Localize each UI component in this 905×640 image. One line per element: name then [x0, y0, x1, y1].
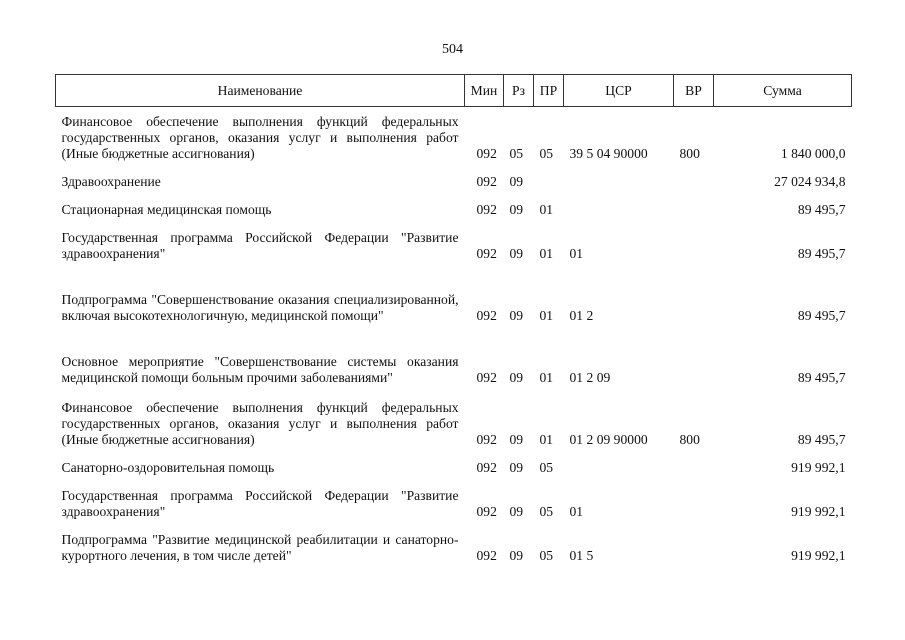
row-sum: 89 495,7: [797, 370, 846, 385]
row-rz: 09: [509, 174, 524, 189]
header-sum: Сумма: [714, 75, 852, 107]
row-pr: 01: [539, 432, 554, 447]
table-row: [56, 266, 852, 328]
row-sum: 27 024 934,8: [774, 174, 846, 189]
row-rz: 09: [509, 460, 524, 475]
table-row: [56, 524, 852, 568]
table-row: [56, 166, 852, 194]
row-min: 092: [476, 308, 497, 323]
row-min: 092: [476, 246, 497, 261]
row-pr: 05: [539, 460, 554, 475]
row-min: 092: [476, 146, 497, 161]
row-csr: [564, 452, 674, 480]
row-min: 092: [476, 432, 497, 447]
row-rz: 09: [509, 370, 524, 385]
row-min: 092: [476, 460, 497, 475]
row-sum: 89 495,7: [797, 202, 846, 217]
row-vr: [674, 452, 714, 480]
row-min: 092: [476, 548, 497, 563]
header-rz: Рз: [504, 75, 534, 107]
row-pr: 05: [539, 548, 554, 563]
table-row: [56, 390, 852, 452]
row-name: Финансовое обеспечение выполнения функций федеральных государственных органов, оказания услуг и выполнения работ (Иные бюджетные ассигнования): [61, 114, 459, 161]
row-rz: 09: [509, 246, 524, 261]
row-pr: 01: [539, 370, 554, 385]
row-min: 092: [476, 504, 497, 519]
row-name: Подпрограмма "Развитие медицинской реабилитации и санаторно-курортного лечения, в том числе детей": [61, 532, 459, 563]
row-name: Здравоохранение: [61, 174, 161, 189]
table-row: [56, 194, 852, 222]
table-row: [56, 452, 852, 480]
row-min: 092: [476, 174, 497, 189]
row-vr: 800: [679, 146, 700, 161]
row-sum: 89 495,7: [797, 432, 846, 447]
row-rz: 09: [509, 504, 524, 519]
row-rz: 09: [509, 548, 524, 563]
table-row: [56, 222, 852, 266]
row-vr: [674, 166, 714, 194]
row-vr: [674, 266, 714, 328]
row-vr: [674, 194, 714, 222]
row-rz: 05: [509, 146, 524, 161]
budget-table: [55, 74, 852, 568]
row-vr: [674, 524, 714, 568]
header-name: Наименование: [56, 75, 465, 107]
row-vr: [674, 480, 714, 524]
row-pr: 01: [539, 308, 554, 323]
row-pr: [534, 166, 564, 194]
header-min: Мин: [465, 75, 504, 107]
row-name: Государственная программа Российской Федерации "Развитие здравоохранения": [61, 230, 459, 261]
row-csr: 01: [569, 504, 584, 519]
row-rz: 09: [509, 308, 524, 323]
row-name: Санаторно-оздоровительная помощь: [61, 460, 275, 475]
table-row: [56, 480, 852, 524]
row-sum: 919 992,1: [791, 504, 846, 519]
row-pr: 01: [539, 246, 554, 261]
row-csr: 01 2 09 90000: [569, 432, 648, 447]
row-sum: 1 840 000,0: [780, 146, 846, 161]
row-csr: 01 2 09: [569, 370, 611, 385]
row-name: Основное мероприятие "Совершенствование системы оказания медицинской помощи больным прочими заболеваниями": [61, 354, 459, 385]
row-name: Государственная программа Российской Федерации "Развитие здравоохранения": [61, 488, 459, 519]
row-csr: 01 5: [569, 548, 594, 563]
row-rz: 09: [509, 202, 524, 217]
row-sum: 919 992,1: [791, 548, 846, 563]
row-name: Стационарная медицинская помощь: [61, 202, 272, 217]
row-sum: 89 495,7: [797, 308, 846, 323]
row-vr: [674, 328, 714, 390]
table-row: [56, 107, 852, 167]
header-vr: ВР: [674, 75, 714, 107]
row-csr: [564, 194, 674, 222]
row-pr: 05: [539, 146, 554, 161]
row-csr: 39 5 04 90000: [569, 146, 648, 161]
table-header-row: [56, 75, 852, 107]
table-row: [56, 328, 852, 390]
row-name: Финансовое обеспечение выполнения функций федеральных государственных органов, оказания услуг и выполнения работ (Иные бюджетные ассигнования): [61, 400, 459, 447]
row-vr: [674, 222, 714, 266]
row-csr: [564, 166, 674, 194]
row-name: Подпрограмма "Совершенствование оказания специализированной, включая высокотехнологичную, медицинской помощи": [61, 292, 459, 323]
row-sum: 89 495,7: [797, 246, 846, 261]
row-csr: 01: [569, 246, 584, 261]
row-vr: 800: [679, 432, 700, 447]
row-min: 092: [476, 370, 497, 385]
row-min: 092: [476, 202, 497, 217]
page-number: 504: [442, 42, 463, 57]
row-rz: 09: [509, 432, 524, 447]
row-pr: 05: [539, 504, 554, 519]
row-sum: 919 992,1: [791, 460, 846, 475]
header-pr: ПР: [534, 75, 564, 107]
row-csr: 01 2: [569, 308, 594, 323]
header-csr: ЦСР: [564, 75, 674, 107]
row-pr: 01: [539, 202, 554, 217]
